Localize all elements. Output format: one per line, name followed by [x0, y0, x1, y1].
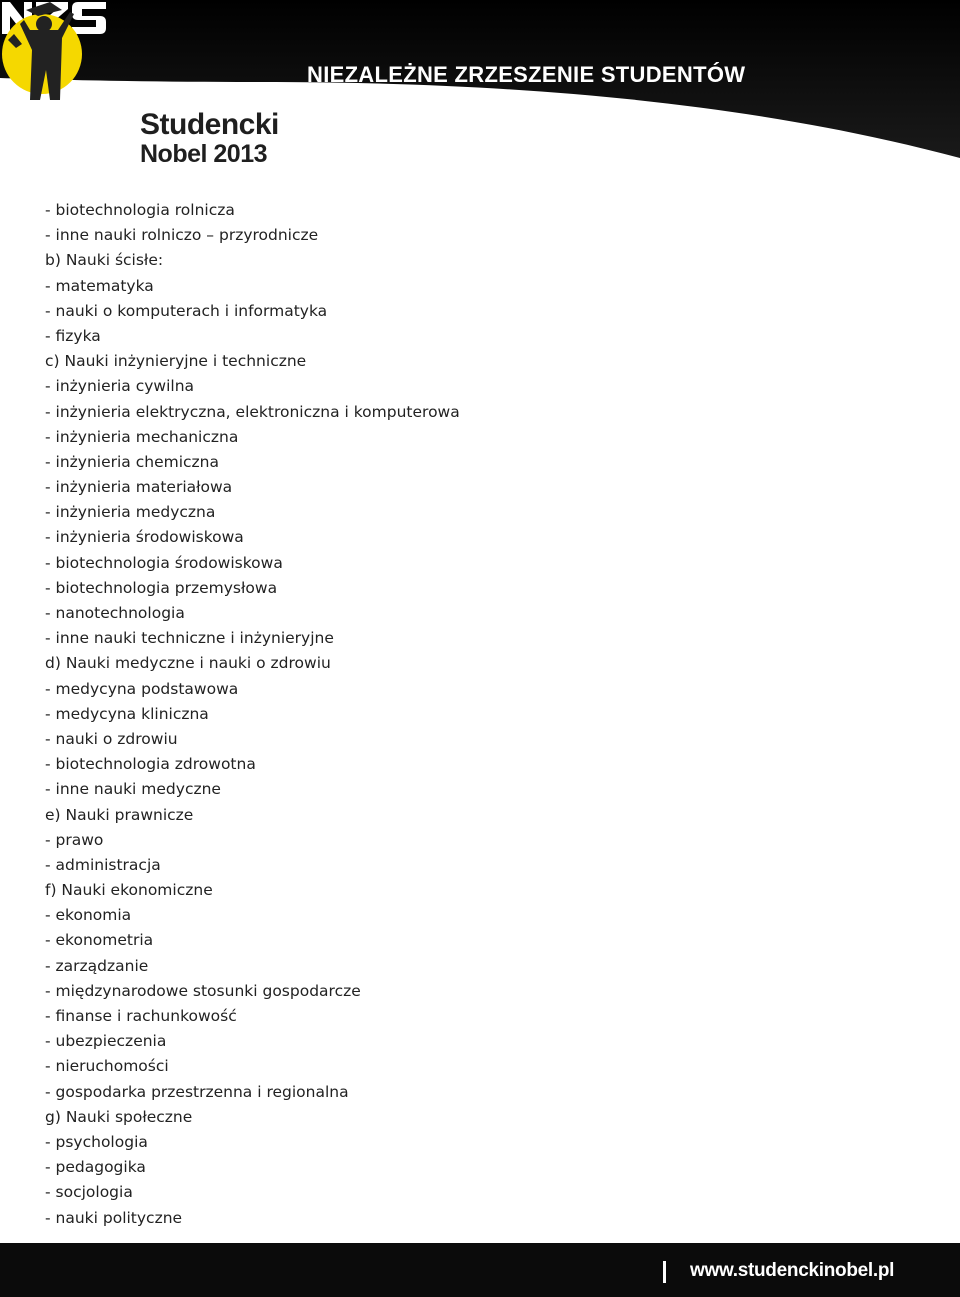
- footer-divider: [663, 1261, 666, 1283]
- studencki-nobel-logo-icon: [0, 0, 230, 104]
- list-item: - fizyka: [45, 326, 101, 345]
- list-item: - inżynieria mechaniczna: [45, 427, 239, 446]
- list-item: - psychologia: [45, 1132, 148, 1151]
- list-item: - ubezpieczenia: [45, 1032, 167, 1051]
- list-item: - finanse i rachunkowość: [45, 1007, 237, 1025]
- list-item: - biotechnologia przemysłowa: [45, 578, 278, 597]
- list-item: - nauki o zdrowiu: [45, 729, 178, 748]
- list-item: - inne nauki medyczne: [45, 780, 221, 799]
- list-item: - inżynieria chemiczna: [45, 452, 219, 471]
- list-item: - inżynieria materiałowa: [45, 478, 233, 497]
- list-item: - międzynarodowe stosunki gospodarcze: [45, 981, 361, 1000]
- list-item: - inżynieria elektryczna, elektroniczna i komputerowa: [45, 402, 460, 421]
- list-item: - biotechnologia zdrowotna: [45, 755, 256, 774]
- list-item: - pedagogika: [45, 1158, 146, 1177]
- list-item: - inżynieria medyczna: [45, 503, 216, 522]
- list-item: - nauki o komputerach i informatyka: [45, 301, 328, 320]
- footer-url: www.studenckinobel.pl: [690, 1260, 895, 1281]
- list-item: - ekonomia: [45, 906, 132, 925]
- list-item: f) Nauki ekonomiczne: [45, 881, 213, 900]
- list-item: - inne nauki rolniczo – przyrodnicze: [45, 226, 319, 245]
- list-item: - gospodarka przestrzenna i regionalna: [45, 1082, 349, 1101]
- page-footer: [0, 1243, 960, 1297]
- brand-subtitle: Nobel 2013: [140, 140, 268, 168]
- list-item: e) Nauki prawnicze: [45, 805, 194, 824]
- list-item: - nieruchomości: [45, 1057, 169, 1076]
- list-item: - biotechnologia środowiskowa: [45, 553, 283, 572]
- list-item: - prawo: [45, 830, 104, 849]
- list-item: - biotechnologia rolnicza: [45, 201, 235, 219]
- list-item: b) Nauki ścisłe:: [45, 251, 164, 270]
- list-item: - socjologia: [45, 1183, 133, 1202]
- brand-title: Studencki: [140, 108, 279, 141]
- list-item: g) Nauki społeczne: [45, 1107, 193, 1126]
- list-item: - nauki polityczne: [45, 1208, 183, 1227]
- category-list: [45, 198, 745, 1231]
- list-item: - ekonometria: [45, 931, 154, 950]
- list-item: - administracja: [45, 855, 161, 874]
- list-item: - matematyka: [45, 276, 154, 295]
- list-item: - medycyna kliniczna: [45, 704, 209, 723]
- list-item: - nanotechnologia: [45, 604, 185, 622]
- page-header: [0, 0, 960, 200]
- list-item: - medycyna podstawowa: [45, 679, 239, 698]
- list-item: - zarządzanie: [45, 956, 149, 975]
- list-item: - inżynieria środowiskowa: [45, 528, 244, 547]
- list-item: - inne nauki techniczne i inżynieryjne: [45, 629, 334, 648]
- list-item: - inżynieria cywilna: [45, 377, 195, 396]
- org-name: NIEZALEŻNE ZRZESZENIE STUDENTÓW: [307, 62, 746, 87]
- list-item: d) Nauki medyczne i nauki o zdrowiu: [45, 654, 331, 673]
- list-item: c) Nauki inżynieryjne i techniczne: [45, 352, 307, 371]
